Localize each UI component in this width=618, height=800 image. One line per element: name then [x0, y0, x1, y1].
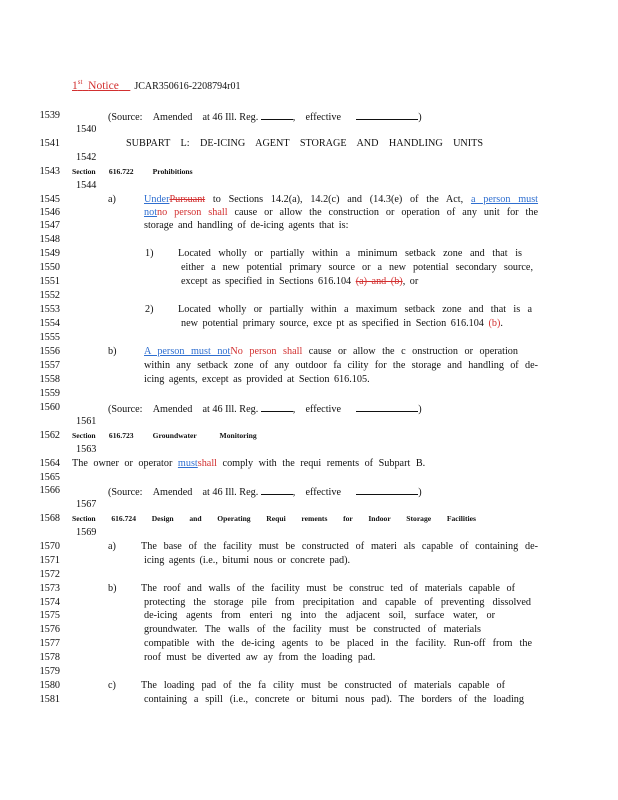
- line-number: 1551: [39, 276, 60, 287]
- paragraph-line: either a new potential primary source or a new potential secondary source,: [181, 262, 533, 273]
- deleted-text: Pursuant: [169, 194, 206, 205]
- line-number: 1547: [39, 220, 60, 231]
- item-label: 2): [145, 304, 154, 315]
- line-number: 1559: [39, 388, 60, 399]
- paragraph-line: new potential primary source, exce pt as specified in Section 616.104 (b).: [181, 318, 503, 329]
- deleted-text: no person shall: [157, 207, 228, 218]
- subsection-label: a): [108, 541, 116, 552]
- subpart-title: SUBPART L: DE-ICING AGENT STORAGE AND HANDLING UNITS: [126, 138, 484, 149]
- line-number: 1581: [39, 694, 60, 705]
- paragraph-line: A person must notNo person shall cause or allow the c onstruction or operation: [144, 346, 518, 357]
- paragraph-line: The base of the facility must be constructed of materi als capable of containing de-: [141, 541, 538, 552]
- paragraph-line: groundwater. The walls of the facility must be constructed of materials: [144, 624, 481, 635]
- subsection-label: a): [108, 194, 116, 205]
- line-number: 1554: [39, 318, 60, 329]
- notice-label: 1st Notice: [72, 78, 119, 92]
- line-number: 1580: [39, 680, 60, 691]
- paragraph-line: The owner or operator mustshall comply with the requi rements of Subpart B.: [72, 458, 426, 469]
- line-number: 1543: [39, 166, 60, 177]
- line-number: 1560: [39, 402, 60, 413]
- item-label: 1): [145, 248, 154, 259]
- blank-line: [261, 485, 293, 495]
- blank-line: [356, 402, 418, 412]
- line-number: 1571: [39, 555, 60, 566]
- line-number: 1553: [39, 304, 60, 315]
- deleted-text: No person shall: [230, 346, 303, 357]
- inserted-text: must: [177, 458, 198, 469]
- paragraph-line: roof must be diverted aw ay from the loading pad.: [144, 652, 376, 663]
- notice-header: [72, 78, 240, 92]
- line-number: 1552: [39, 290, 60, 301]
- paragraph-line: Located wholly or partially within a maximum setback zone and that is a: [178, 304, 532, 315]
- line-number: 1550: [39, 262, 60, 273]
- line-number: 1569: [76, 527, 97, 538]
- line-number: 1545: [39, 194, 60, 205]
- inserted-text: Under: [144, 194, 170, 205]
- line-number: 1575: [39, 610, 60, 621]
- line-number: 1579: [39, 666, 60, 677]
- blank-line: [356, 485, 418, 495]
- line-number: 1546: [39, 207, 60, 218]
- section-heading: Section 616.723 Groundwater Monitoring: [72, 431, 257, 440]
- line-number: 1568: [39, 513, 60, 524]
- line-number: 1563: [76, 444, 97, 455]
- line-number: 1565: [39, 472, 60, 483]
- paragraph-line: icing agents, except as provided at Section 616.105.: [144, 374, 370, 385]
- section-heading: Section 616.722 Prohibitions: [72, 167, 193, 176]
- inserted-text: a person must: [470, 194, 539, 205]
- subsection-label: c): [108, 680, 116, 691]
- line-number: 1541: [39, 138, 60, 149]
- blank-line: [356, 110, 418, 120]
- line-number: 1574: [39, 597, 60, 608]
- subsection-label: b): [108, 346, 117, 357]
- line-number: 1567: [76, 499, 97, 510]
- paragraph-line: except as specified in Sections 616.104 (a) and (b), or: [181, 276, 419, 287]
- subsection-label: b): [108, 583, 117, 594]
- blank-line: [261, 110, 293, 120]
- line-number: 1549: [39, 248, 60, 259]
- deleted-text: shall: [197, 458, 217, 469]
- line-number: 1539: [39, 110, 60, 121]
- line-number: 1564: [39, 458, 60, 469]
- source-note: (Source: Amended at 46 Ill. Reg. , effective ): [108, 404, 422, 415]
- line-number: 1570: [39, 541, 60, 552]
- paragraph-line: UnderPursuant to Sections 14.2(a), 14.2(c) and (14.3(e) of the Act, a person must: [144, 194, 539, 205]
- line-number: 1562: [39, 430, 60, 441]
- line-number: 1572: [39, 569, 60, 580]
- paragraph-line: The roof and walls of the facility must be construc ted of materials capable of: [141, 583, 515, 594]
- paragraph-line: compatible with the de-icing agents to be placed in the facility. Run-off from the: [144, 638, 532, 649]
- line-number: 1540: [76, 124, 97, 135]
- paragraph-line: Located wholly or partially within a minimum setback zone and that is: [178, 248, 522, 259]
- paragraph-line: protecting the storage pile from precipitation and capable of preventing dissolved: [144, 597, 531, 608]
- source-note: (Source: Amended at 46 Ill. Reg. , effective ): [108, 487, 422, 498]
- paragraph-line: storage and handling of de-icing agents that is:: [144, 220, 349, 231]
- line-number: 1577: [39, 638, 60, 649]
- deleted-text: (a) and (b): [355, 276, 403, 287]
- line-number: 1558: [39, 374, 60, 385]
- paragraph-line: de-icing agents from enteri ng into the adjacent soil, surface water, or: [144, 610, 495, 621]
- blank-line: [261, 402, 293, 412]
- paragraph-line: notno person shall cause or allow the construction or operation of any unit for the: [144, 207, 538, 218]
- line-number: 1576: [39, 624, 60, 635]
- line-number: 1542: [76, 152, 97, 163]
- paragraph-line: icing agents (i.e., bitumi nous or concrete pad).: [144, 555, 351, 566]
- section-heading: Section 616.724 Design and Operating Requi rements for Indoor Storage Facilities: [72, 514, 476, 523]
- deleted-text: (b): [488, 318, 501, 329]
- line-number: 1566: [39, 485, 60, 496]
- line-number: 1578: [39, 652, 60, 663]
- jcar-code: JCAR350616-2208794r01: [134, 80, 241, 92]
- inserted-text: A person must not: [144, 346, 231, 357]
- paragraph-line: within any setback zone of any outdoor fa cility for the storage and handling of de-: [144, 360, 538, 371]
- source-note: (Source: Amended at 46 Ill. Reg. , effective ): [108, 112, 422, 123]
- line-number: 1561: [76, 416, 97, 427]
- line-number: 1556: [39, 346, 60, 357]
- inserted-text: not: [144, 207, 158, 218]
- line-number: 1548: [39, 234, 60, 245]
- line-number: 1544: [76, 180, 97, 191]
- paragraph-line: The loading pad of the fa cility must be constructed of materials capable of: [141, 680, 505, 691]
- line-number: 1555: [39, 332, 60, 343]
- line-number: 1557: [39, 360, 60, 371]
- paragraph-line: containing a spill (i.e., concrete or bitumi nous pad). The borders of the loading: [144, 694, 524, 705]
- line-number: 1573: [39, 583, 60, 594]
